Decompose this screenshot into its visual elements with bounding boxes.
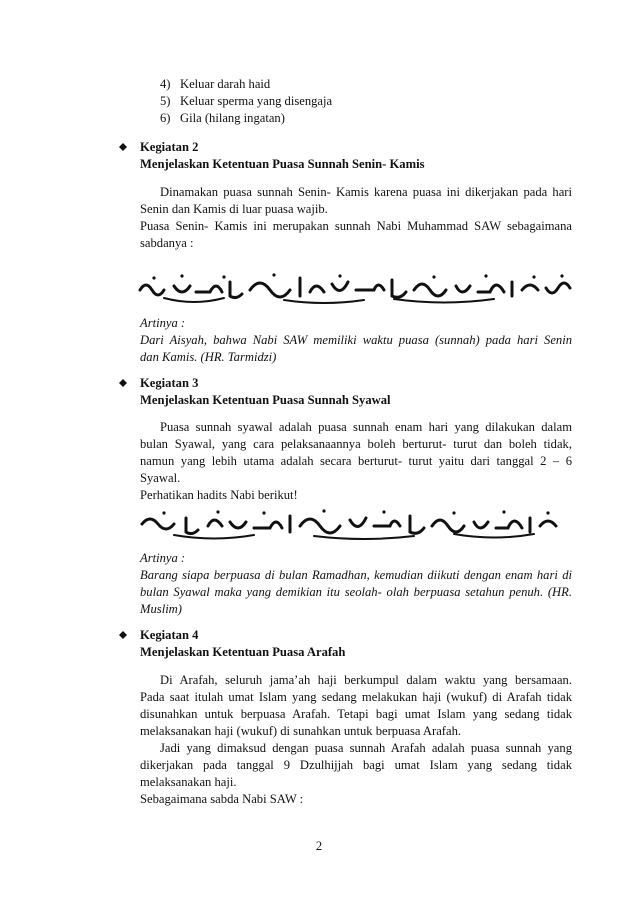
list-number: 5)	[160, 94, 171, 108]
arabic-hadith-calligraphy	[134, 504, 574, 544]
section-subtitle: Menjelaskan Ketentuan Puasa Sunnah Senin- Kamis	[140, 157, 425, 171]
paragraph-line: Di Arafah, seluruh jama’ah haji berkumpul dalam waktu yang bersamaan.	[160, 673, 572, 687]
translation-line: Barang siapa berpuasa di bulan Ramadhan, kemudian diikuti dengan enam hari di	[140, 568, 572, 582]
paragraph-line: Pada saat itulah umat Islam yang sedang melakukan haji (wukuf) di Arafah tidak	[140, 690, 572, 704]
translation-line: Dari Aisyah, bahwa Nabi SAW memiliki waktu puasa (sunnah) pada hari Senin	[140, 333, 572, 347]
translation-line: Muslim)	[140, 602, 182, 616]
paragraph-line: melaksanakan haji.	[140, 775, 237, 789]
arabic-hadith-calligraphy	[134, 268, 574, 308]
section-subtitle: Menjelaskan Ketentuan Puasa Sunnah Syawal	[140, 393, 391, 407]
paragraph-line: Dinamakan puasa sunnah Senin- Kamis karena puasa ini dikerjakan pada hari	[160, 185, 572, 199]
paragraph-line: dikerjakan pada tanggal 9 Dzulhijjah bagi umat Islam yang sedang tidak	[140, 758, 572, 772]
section-title: Kegiatan 2	[140, 140, 199, 154]
page-number: 2	[315, 839, 323, 853]
paragraph-line: Puasa Senin- Kamis ini merupakan sunnah Nabi Muhammad SAW sebagaimana	[140, 219, 572, 233]
translation-line: dan Kamis. (HR. Tarmidzi)	[140, 350, 277, 364]
list-text: Keluar sperma yang disengaja	[180, 94, 333, 108]
section-title: Kegiatan 4	[140, 628, 199, 642]
paragraph-line: Senin dan Kamis di luar puasa wajib.	[140, 202, 328, 216]
artinya-label: Artinya :	[140, 551, 186, 565]
list-text: Keluar darah haid	[180, 77, 271, 91]
section-subtitle: Menjelaskan Ketentuan Puasa Arafah	[140, 645, 346, 659]
paragraph-line: Sebagaimana sabda Nabi SAW :	[140, 792, 304, 806]
paragraph-line: Syawal.	[140, 471, 181, 485]
list-text: Gila (hilang ingatan)	[180, 111, 285, 125]
diamond-bullet-icon	[119, 143, 127, 151]
paragraph-line: sabdanya :	[140, 236, 194, 250]
diamond-bullet-icon	[119, 379, 127, 387]
list-number: 6)	[160, 111, 171, 125]
list-number: 4)	[160, 77, 171, 91]
diamond-bullet-icon	[119, 631, 127, 639]
paragraph-line: namun yang lebih utama adalah secara berturut- turut yaitu dari tanggal 2 – 6	[140, 454, 572, 468]
section-title: Kegiatan 3	[140, 376, 199, 390]
artinya-label: Artinya :	[140, 316, 186, 330]
paragraph-line: melaksanakan haji (wukuf) di sunahkan untuk berpuasa Arafah.	[140, 724, 462, 738]
paragraph-line: bulan Syawal, yang cara pelaksanaannya boleh berturut- turut dan boleh tidak,	[140, 437, 572, 451]
translation-line: bulan Syawal maka yang demikian itu seolah- olah berpuasa setahun penuh. (HR.	[140, 585, 572, 599]
paragraph-line: Puasa sunnah syawal adalah puasa sunnah enam hari yang dilakukan dalam	[160, 420, 572, 434]
paragraph-line: Perhatikan hadits Nabi berikut!	[140, 488, 298, 502]
paragraph-line: disunahkan untuk berpuasa Arafah. Tetapi bagi umat Islam yang sedang tidak	[140, 707, 572, 721]
paragraph-line: Jadi yang dimaksud dengan puasa sunnah Arafah adalah puasa sunnah yang	[160, 741, 572, 755]
